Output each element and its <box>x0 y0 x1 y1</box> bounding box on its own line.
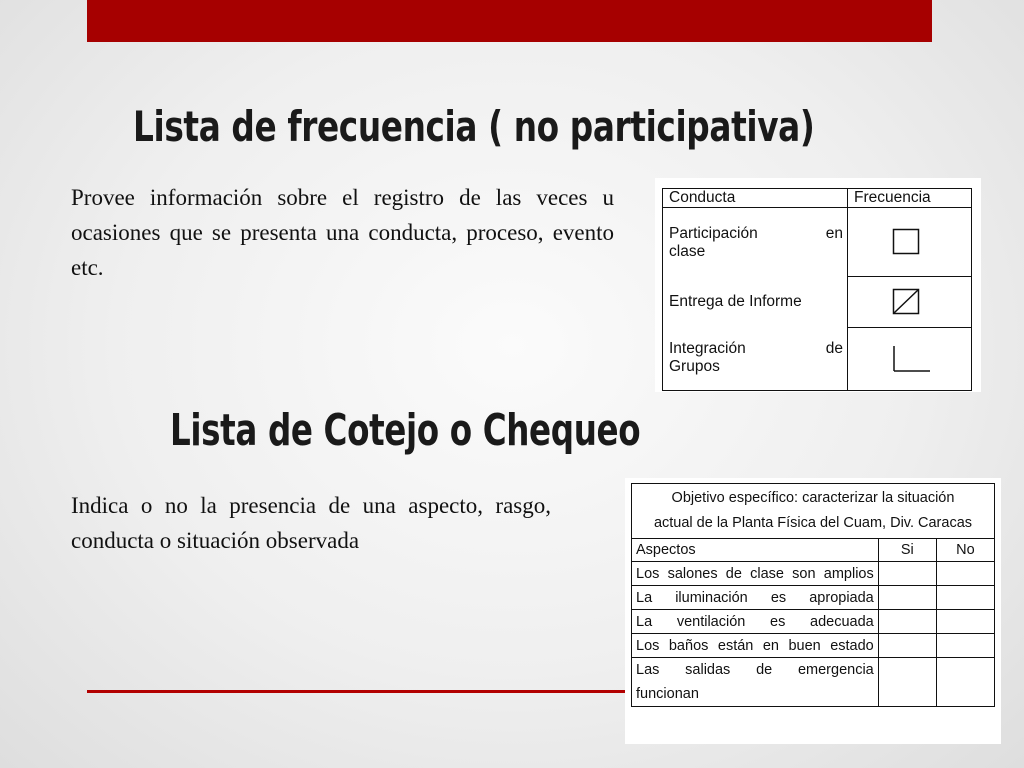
frequency-table-image <box>655 178 981 392</box>
conduct-text: clase <box>669 243 706 260</box>
conduct-text: Participación <box>669 225 758 242</box>
objective-header <box>632 484 995 539</box>
tally-integracion <box>848 328 972 391</box>
aspect-cell: Los baños están en buen estado <box>632 634 879 658</box>
objective-text: Objetivo específico: caracterizar la situación <box>671 490 955 506</box>
checklist-table-image <box>625 478 1001 744</box>
frequency-table <box>662 188 972 391</box>
header-frecuencia: Frecuencia <box>848 189 972 208</box>
conduct-text: Entrega de Informe <box>669 293 802 310</box>
si-cell <box>878 586 936 610</box>
aspect-cell: Los salones de clase son amplios <box>632 562 879 586</box>
conduct-text: en <box>825 225 843 242</box>
tally-participacion <box>848 208 972 277</box>
tally-box-diagonal-icon <box>892 287 922 317</box>
header-conducta: Conducta <box>663 189 848 208</box>
bottom-accent-line <box>87 690 647 693</box>
frequency-description: Provee información sobre el registro de las veces u ocasiones que se presenta una conducta, proceso, evento etc. <box>71 185 614 280</box>
header-no: No <box>936 539 994 562</box>
conduct-text: Grupos <box>669 358 720 375</box>
table-row <box>632 610 995 634</box>
checklist-table <box>631 483 995 707</box>
aspect-cell: La ventilación es adecuada <box>632 610 879 634</box>
conduct-integracion <box>669 327 843 389</box>
tally-box-empty-icon <box>892 227 922 257</box>
si-cell <box>878 658 936 707</box>
no-cell <box>936 634 994 658</box>
aspect-cell: Las salidas de emergencia funcionan <box>632 658 879 707</box>
tally-entrega <box>848 277 972 328</box>
header-si: Si <box>878 539 936 562</box>
no-cell <box>936 658 994 707</box>
conduct-text: de <box>825 340 843 357</box>
conduct-entrega <box>669 277 843 327</box>
title-checklist: Lista de Cotejo o Chequeo <box>170 405 641 456</box>
table-row <box>632 634 995 658</box>
conduct-cell <box>663 208 848 391</box>
no-cell <box>936 562 994 586</box>
table-row <box>632 586 995 610</box>
si-cell <box>878 562 936 586</box>
header-aspectos: Aspectos <box>632 539 879 562</box>
table-row <box>632 562 995 586</box>
top-accent-bar <box>87 0 932 42</box>
no-cell <box>936 610 994 634</box>
conduct-participacion <box>669 209 843 277</box>
table-row <box>632 658 995 707</box>
objective-text: actual de la Planta Física del Cuam, Div. Caracas <box>653 515 973 531</box>
tally-two-lines-icon <box>892 344 932 374</box>
aspect-cell: La iluminación es apropiada <box>632 586 879 610</box>
conduct-text: Integración <box>669 340 746 357</box>
checklist-description: Indica o no la presencia de una aspecto, rasgo, conducta o situación observada <box>71 493 551 553</box>
no-cell <box>936 586 994 610</box>
si-cell <box>878 610 936 634</box>
title-frequency-list: Lista de frecuencia ( no participativa) <box>133 102 815 151</box>
si-cell <box>878 634 936 658</box>
